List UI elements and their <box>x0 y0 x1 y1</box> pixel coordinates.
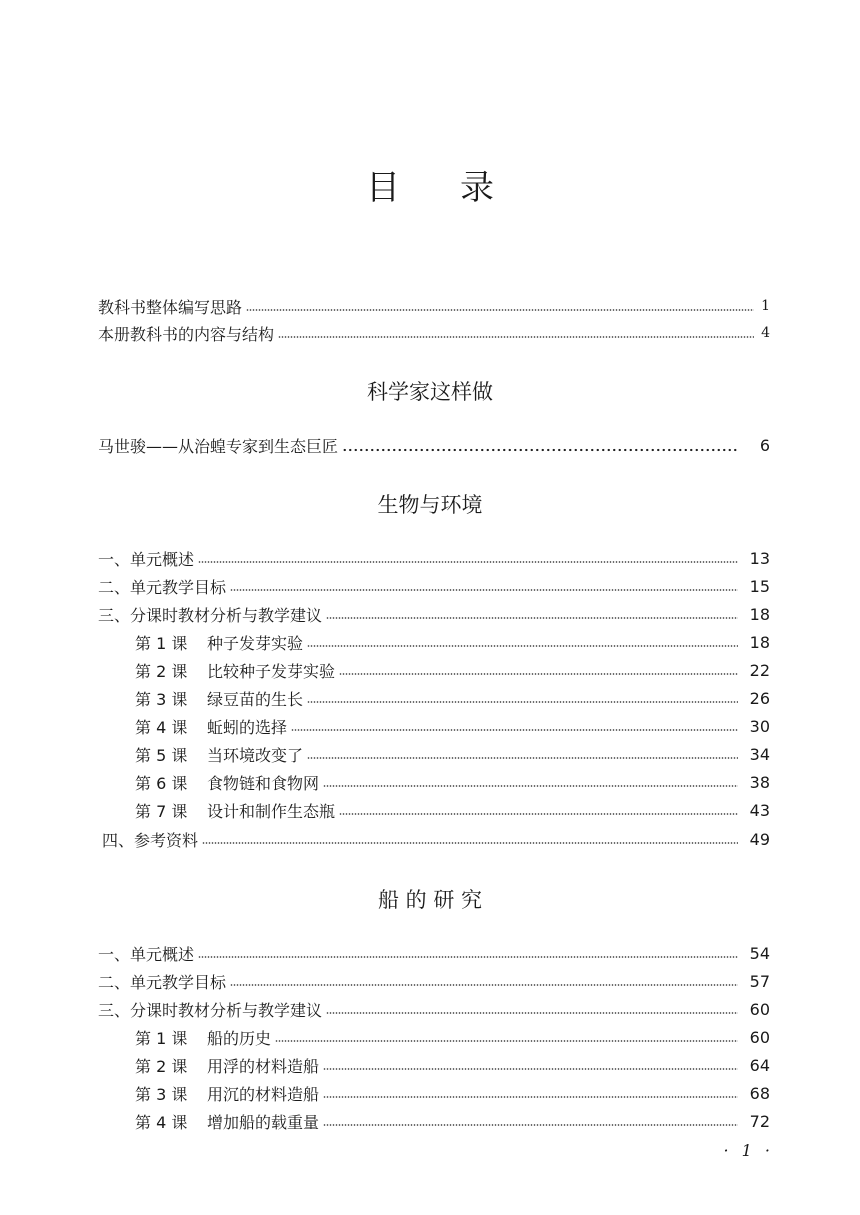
toc-entry[interactable] <box>98 968 770 994</box>
dot-leader <box>198 956 738 958</box>
entry-title: 二、单元教学目标 <box>98 972 227 992</box>
toc-entry[interactable] <box>98 545 770 571</box>
dot-leader <box>246 309 754 311</box>
toc-lesson-entry[interactable] <box>135 629 770 655</box>
entry-title: 食物链和食物网 <box>207 773 320 793</box>
lesson-number: 第 7 课 <box>135 801 188 821</box>
lesson-number: 第 4 课 <box>135 1112 188 1132</box>
entry-page: 6 <box>759 435 770 455</box>
toc-entry[interactable] <box>98 996 770 1022</box>
toc-entry[interactable] <box>98 601 770 627</box>
toc-lesson-entry[interactable] <box>135 797 770 823</box>
entry-page: 18 <box>749 632 770 652</box>
entry-title: 三、分课时教材分析与教学建议 <box>98 1000 323 1020</box>
dot-leader <box>275 1040 738 1042</box>
section-title: 科学家这样做 <box>367 380 493 404</box>
toc-lesson-entry[interactable] <box>135 741 770 767</box>
lesson-number: 第 3 课 <box>135 689 188 709</box>
page-title: 目录 <box>366 168 554 208</box>
dot-leader <box>323 785 738 787</box>
entry-page: 60 <box>749 999 770 1019</box>
dot-leader <box>278 336 754 338</box>
toc-lesson-entry[interactable] <box>135 713 770 739</box>
toc-entry[interactable] <box>98 293 770 319</box>
dot-leader <box>198 561 738 563</box>
dot-leader <box>230 984 738 986</box>
entry-title: 当环境改变了 <box>207 745 304 765</box>
entry-page: 43 <box>749 800 770 820</box>
dot-leader <box>307 701 738 703</box>
toc-lesson-entry[interactable] <box>135 1108 770 1134</box>
entry-title: 马世骏——从治蝗专家到生态巨匠 <box>98 436 339 456</box>
toc-entry[interactable] <box>98 320 770 346</box>
entry-title: 二、单元教学目标 <box>98 577 227 597</box>
lesson-number: 第 4 课 <box>135 717 188 737</box>
entry-title: 用浮的材料造船 <box>207 1056 320 1076</box>
entry-title: 三、分课时教材分析与教学建议 <box>98 605 323 625</box>
toc-entry[interactable] <box>102 826 770 852</box>
entry-page: 15 <box>749 576 770 596</box>
dot-leader <box>307 757 738 759</box>
toc-lesson-entry[interactable] <box>135 1024 770 1050</box>
entry-page: 26 <box>749 688 770 708</box>
dot-leader <box>326 1012 738 1014</box>
entry-page: 38 <box>749 772 770 792</box>
entry-page: 13 <box>749 548 770 568</box>
dot-leader <box>202 842 738 844</box>
toc-lesson-entry[interactable] <box>135 769 770 795</box>
dot-leader <box>291 729 738 731</box>
entry-title: 种子发芽实验 <box>207 633 304 653</box>
entry-title: 教科书整体编写思路 <box>98 297 243 317</box>
entry-page: 1 <box>761 298 770 314</box>
dot-leader <box>323 1124 738 1126</box>
entry-page: 4 <box>761 325 770 341</box>
entry-page: 54 <box>749 943 770 963</box>
entry-page: 18 <box>749 604 770 624</box>
dot-leader <box>342 448 738 452</box>
lesson-number: 第 2 课 <box>135 661 188 681</box>
lesson-number: 第 1 课 <box>135 1028 188 1048</box>
entry-page: 30 <box>749 716 770 736</box>
section-title: 船 的 研 究 <box>377 888 483 912</box>
toc-lesson-entry[interactable] <box>135 1052 770 1078</box>
dot-leader <box>323 1068 738 1070</box>
entry-page: 60 <box>749 1027 770 1047</box>
dot-leader <box>323 1096 738 1098</box>
entry-page: 72 <box>749 1111 770 1131</box>
entry-title: 船的历史 <box>207 1028 272 1048</box>
entry-page: 57 <box>749 971 770 991</box>
lesson-number: 第 1 课 <box>135 633 188 653</box>
lesson-number: 第 5 课 <box>135 745 188 765</box>
page-number: · 1 · <box>723 1141 774 1160</box>
entry-page: 22 <box>749 660 770 680</box>
entry-page: 68 <box>749 1083 770 1103</box>
section-title: 生物与环境 <box>377 493 483 517</box>
entry-title: 用沉的材料造船 <box>207 1084 320 1104</box>
toc-entry[interactable] <box>98 573 770 599</box>
toc-entry[interactable] <box>98 940 770 966</box>
entry-page: 64 <box>749 1055 770 1075</box>
lesson-number: 第 3 课 <box>135 1084 188 1104</box>
entry-title: 一、单元概述 <box>98 944 195 964</box>
dot-leader <box>326 617 738 619</box>
entry-title: 蚯蚓的选择 <box>207 717 288 737</box>
entry-title: 四、参考资料 <box>102 830 199 850</box>
toc-entry[interactable] <box>98 432 770 458</box>
entry-page: 49 <box>749 829 770 849</box>
entry-title: 绿豆苗的生长 <box>207 689 304 709</box>
entry-title: 比较种子发芽实验 <box>207 661 336 681</box>
entry-title: 本册教科书的内容与结构 <box>98 324 275 344</box>
toc-lesson-entry[interactable] <box>135 1080 770 1106</box>
entry-title: 设计和制作生态瓶 <box>207 801 336 821</box>
dot-leader <box>230 589 738 591</box>
entry-page: 34 <box>749 744 770 764</box>
entry-title: 一、单元概述 <box>98 549 195 569</box>
lesson-number: 第 6 课 <box>135 773 188 793</box>
toc-lesson-entry[interactable] <box>135 657 770 683</box>
dot-leader <box>339 673 738 675</box>
lesson-number: 第 2 课 <box>135 1056 188 1076</box>
dot-leader <box>339 813 738 815</box>
entry-title: 增加船的载重量 <box>207 1112 320 1132</box>
toc-lesson-entry[interactable] <box>135 685 770 711</box>
dot-leader <box>307 645 738 647</box>
